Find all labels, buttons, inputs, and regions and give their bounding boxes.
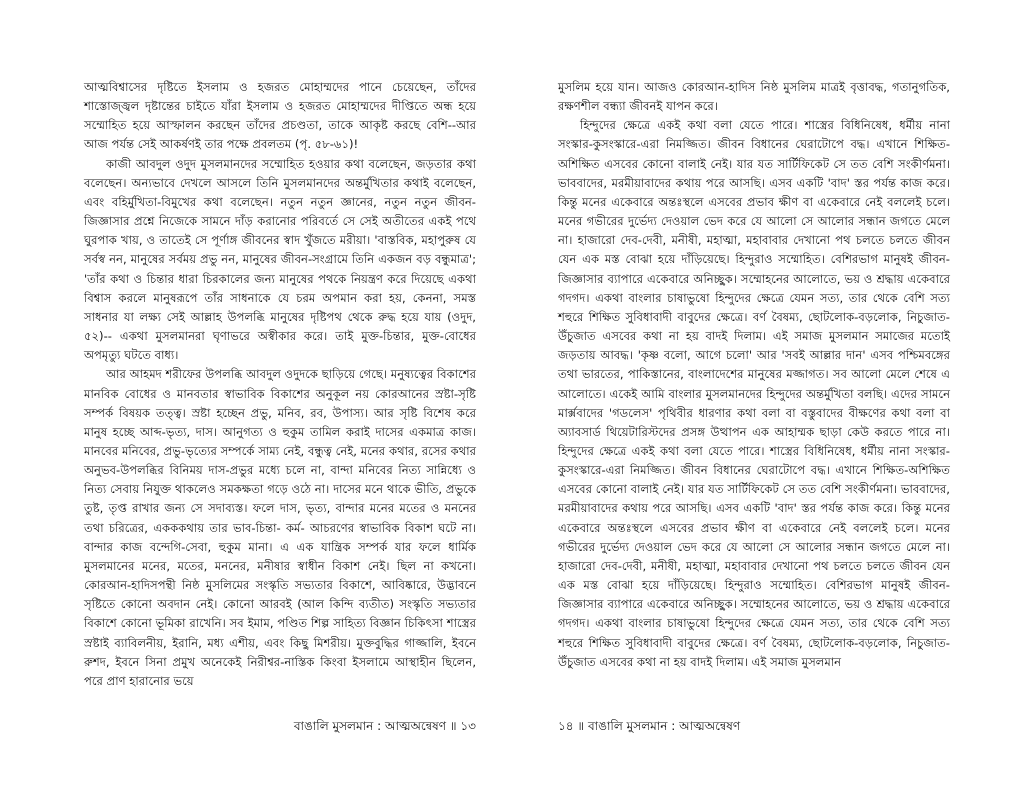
right-page-footer: ১৪ ॥ বাঙালি মুসলমান : আত্মঅন্বেষণ — [558, 719, 741, 733]
left-paragraph-1: আত্মবিশ্বাসের দৃষ্টিতে ইসলাম ও হজরত মোহাম্মদের পানে চেয়েছেন, তাঁদের শাস্তোজ্জ্বল দৃষ্টান্তের চাইতে যাঁরা ইসলাম ও হজরত মোহাম্মদের দীপ্তিতে অন্ধ হয়ে সম্মোহিত হয়ে আস্ফালন করছেন তাঁদের প্রচণ্ডতা, তাকে আকৃষ্ট করছে বেশি--আর আজ পর্যন্ত সেই আকর্ষণই তার পক্ষে প্রবলতম (পৃ. ৫৮-৬১)! — [84, 80, 476, 152]
left-page-footer: বাঙালি মুসলমান : আত্মঅন্বেষণ ॥ ১৩ — [293, 719, 476, 733]
right-page-body — [558, 78, 950, 672]
right-paragraph-2: হিন্দুদের ক্ষেত্রে একই কথা বলা যেতে পারে। শাস্ত্রের বিধিনিষেধ, ধর্মীয় নানা সংস্কার-কুসংস্কারে-এরা নিমজ্জিত। জীবন বিধানের ঘেরাটোপে বদ্ধ। এখানে শিক্ষিত-অশিক্ষিত এসবের কোনো বালাই নেই। যার যত সার্টিফিকেট সে তত বেশি সংকীর্ণমনা। ভাববাদের, মরমীয়াবাদের কথায় পরে আসছি। এসব একটি 'বাদ' স্তর পর্যন্ত কাজ করে। কিন্তু মনের একেবারে অন্তঃস্থলে এসবের প্রভাব ক্ষীণ বা একেবারে নেই বললেই চলে। মনের গভীরের দুর্ভেদ্য দেওয়াল ভেদ করে যে আলো সে আলোর সন্ধান জগতে মেলে না। হাজারো দেব-দেবী, মনীষী, মহাত্মা, মহাবাবার দেখানো পথ চলতে চলতে জীবন যেন এক মস্ত বোঝা হয়ে দাঁড়িয়েছে। হিন্দুরাও সম্মোহিত। বেশিরভাগ মানুষই জীবন-জিজ্ঞাসার ব্যাপারে একেবারে অনিচ্ছুক। সম্মোহনের আলোতে, ভয় ও শ্রদ্ধায় একেবারে গদগদ। একথা বাংলার চাষাভুষো হিন্দুদের ক্ষেত্রে যেমন সত্য, তার থেকে বেশি সত্য শহুরে শিক্ষিত সুবিধাবাদী বাবুদের ক্ষেত্রে। বর্ণ বৈষম্য, ছোটলোক-বড়লোক, নিচুজাত-উঁচুজাত এসবের কথা না হয় বাদই দিলাম। এই সমাজ মুসলমান সমাজের মতোই জড়তায় আবদ্ধ। 'কৃষ্ণ বলো, আগে চলো' আর 'সবই আল্লার দান' এসব পশ্চিমবঙ্গের তথা ভারতের, পাকিস্তানের, বাংলাদেশের মানুষের মজ্জাগত। সব আলো মেলে শেষে এ আলোতে। একেই আমি বাংলার মুসলমানদের হিন্দুদের অন্তর্মুখিতা বলছি। এদের সামনে মার্ক্সবাদের 'গডলেস' পৃথিবীর ধারণার কথা বলা বা বস্তুবাদের বীক্ষণের কথা বলা বা অ্যাবসার্ড থিয়েটারিস্টদের প্রসঙ্গ উত্থাপন এক আহাম্মক ছাড়া কেউ করতে পারে না।হিন্দুদের ক্ষেত্রে একই কথা বলা যেতে পারে। শাস্ত্রের বিধিনিষেধ, ধর্মীয় নানা সংস্কার-কুসংস্কারে-এরা নিমজ্জিত। জীবন বিধানের ঘেরাটোপে বদ্ধ। এখানে শিক্ষিত-অশিক্ষিত এসবের কোনো বালাই নেই। যার যত সার্টিফিকেট সে তত বেশি সংকীর্ণমনা। ভাববাদের, মরমীয়াবাদের কথায় পরে আসছি। এসব একটি 'বাদ' স্তর পর্যন্ত কাজ করে। কিন্তু মনের একেবারে অন্তঃস্থলে এসবের প্রভাব ক্ষীণ বা একেবারে নেই বললেই চলে। মনের গভীরের দুর্ভেদ্য দেওয়াল ভেদ করে যে আলো সে আলোর সন্ধান জগতে মেলে না। হাজারো দেব-দেবী, মনীষী, মহাত্মা, মহাবাবার দেখানো পথ চলতে চলতে জীবন যেন এক মস্ত বোঝা হয়ে দাঁড়িয়েছে। হিন্দুরাও সম্মোহিত। বেশিরভাগ মানুষই জীবন-জিজ্ঞাসার ব্যাপারে একেবারে অনিচ্ছুক। সম্মোহনের আলোতে, ভয় ও শ্রদ্ধায় একেবারে গদগদ। একথা বাংলার চাষাভুষো হিন্দুদের ক্ষেত্রে যেমন সত্য, তার থেকে বেশি সত্য শহুরে শিক্ষিত সুবিধাবাদী বাবুদের ক্ষেত্রে। বর্ণ বৈষম্য, ছোটলোক-বড়লোক, নিচুজাত-উঁচুজাত এসবের কথা না হয় বাদই দিলাম। এই সমাজ মুসলমান — [558, 118, 950, 669]
left-page-body — [84, 78, 476, 691]
left-paragraph-3: আর আহমদ শরীফের উপলব্ধি আবদুল ওদুদকে ছাড়িয়ে গেছে। মনুষ্যত্বের বিকাশের মানবিক বোধের ও মানবতার স্বাভাবিক বিকাশের অনুকূল নয় কোরআনের স্রষ্টা-সৃষ্টি সম্পর্ক বিষয়ক তত্ত্ব। স্রষ্টা হচ্ছেন প্রভু, মনিব, রব, উপাস্য। আর সৃষ্টি বিশেষ করে মানুষ হচ্ছে আব্দ-ভৃত্য, দাস। আনুগত্য ও হুকুম তামিল করাই দাসের একমাত্র কাজ। মানবের মনিবের, প্রভু-ভৃত্যের সম্পর্কে সাম্য নেই, বন্ধুত্ব নেই, মনের কথার, রসের কথার অনুভব-উপলব্ধির বিনিময় দাস-প্রভুর মধ্যে চলে না, বান্দা মনিবের নিত্য সান্নিধ্যে ও নিত্য সেবায় নিযুক্ত থাকলেও সমকক্ষতা গড়ে ওঠে না। দাসের মনে থাকে ভীতি, প্রভুকে তুষ্ট, তৃপ্ত রাখার জন্য সে সদাব্যস্ত। ফলে দাস, ভৃত্য, বান্দার মনের মতের ও মননের তথা চরিত্রের, একককথায় তার ভাব-চিন্তা- কর্ম- আচরণের স্বাভাবিক বিকাশ ঘটে না। বান্দার কাজ বন্দেগি-সেবা, হুকুম মানা। এ এক যান্ত্রিক সম্পর্ক যার ফলে ধার্মিক মুসলমানের মনের, মতের, মননের, মনীষার স্বাধীন বিকাশ নেই। ছিল না কখনো। কোরআন-হাদিসপন্থী নিষ্ঠ মুসলিমের সংস্কৃতি সভ্যতার বিকাশে, আবিষ্কারে, উদ্ভাবনে সৃষ্টিতে কোনো অবদান নেই। কোনো আরবই (আল কিন্দি ব্যতীত) সংস্কৃতি সভ্যতার বিকাশে কোনো ভূমিকা রাখেনি। সব ইমাম, পণ্ডিত শিল্প সাহিত্য বিজ্ঞান চিকিৎসা শাস্ত্রের স্রষ্টাই ব্যাবিলনীয়, ইরানি, মধ্য এশীয়, এবং কিছু মিশরীয়। মুক্তবুদ্ধির গাজ্জালি, ইবনে রুশদ, ইবনে সিনা প্রমুখ অনেকেই নিরীশ্বর-নাস্তিক কিংবা ইসলামে আস্থাহীন ছিলেন, পরে প্রাণ হারানোর ভয়ে — [84, 367, 476, 688]
right-paragraph-1: মুসলিম হয়ে যান। আজও কোরআন-হাদিস নিষ্ঠ মুসলিম মাত্রই বৃত্তাবদ্ধ, গতানুগতিক, রক্ষণশীল বন্ধ্যা জীবনই যাপন করে। — [558, 80, 950, 114]
left-paragraph-2: কাজী আবদুল ওদুদ মুসলমানদের সম্মোহিত হওয়ার কথা বলেছেন, জড়তার কথা বলেছেন। অন্যভাবে দেখলে আসলে তিনি মুসলমানদের অন্তর্মুখিতার কথাই বলেছেন, এবং বহির্মুখিতা-বিমুখের কথা বলেছেন। নতুন নতুন জ্ঞানের, নতুন নতুন জীবন-জিজ্ঞাসার প্রশ্নে নিজেকে সামনে দাঁড় করানোর পরিবর্তে সে সেই অতীতের একই পথে ঘুরপাক খায়, ও তাতেই সে পূর্ণাঙ্গ জীবনের স্বাদ খুঁজতে মরীয়া। 'বাস্তবিক, মহাপুরুষ যে সর্বস্ব নন, মানুষের সর্বময় প্রভু নন, মানুষের জীবন-সংগ্রামে তিনি একজন বড় বন্ধুমাত্র'; 'তাঁর কথা ও চিন্তার ধারা চিরকালের জন্য মানুষের পথকে নিয়ন্ত্রণ করে দিয়েছে একথা বিশ্বাস করলে মানুষরূপে তাঁর সাধনাকে যে চরম অপমান করা হয়, কেননা, সমস্ত সাধনার যা লক্ষ্য সেই আল্লাহ উপলব্ধি মানুষের দৃষ্টিপথ থেকে রুদ্ধ হয়ে যায় (ওদুদ, ৫২)-- একথা মুসলমানরা ঘৃণাভরে অস্বীকার করে। তাই মুক্ত-চিন্তার, মুক্ত-বোধের অপমৃত্যু ঘটতে বাধ্য। — [84, 156, 476, 363]
